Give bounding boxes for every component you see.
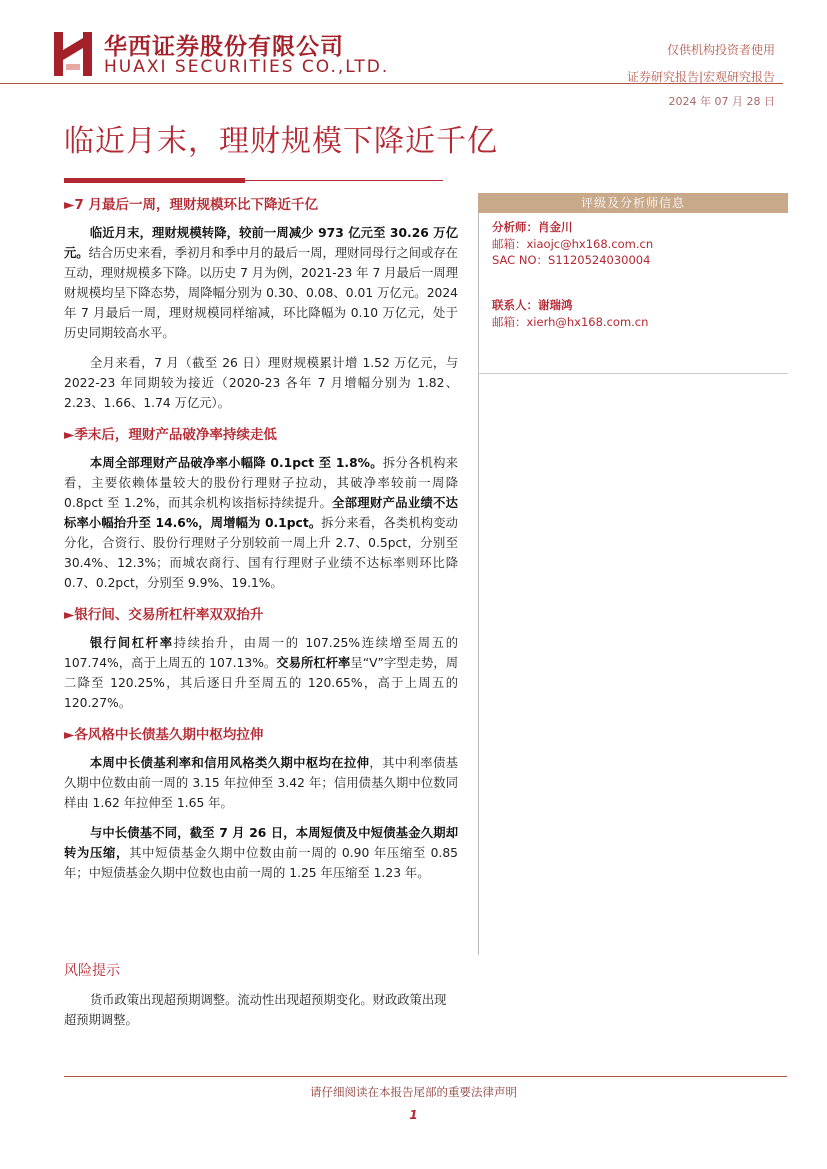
paragraph-text: 全月来看，7 月（截至 26 日）理财规模累计增 1.52 万亿元，与 2022-23 年同期较为接近（2020-23 各年 7 月增幅分别为 1.82、2.23、1.66、1.74 万亿元）。 xyxy=(64,356,458,410)
paragraph-text: 其中短债基金久期中位数由前一周的 0.90 年压缩至 0.85 年；中短债基金久期中位数也由前一周的 1.25 年压缩至 1.23 年。 xyxy=(64,846,458,880)
section-heading: ►7 月最后一周，理财规模环比下降近千亿 xyxy=(64,197,318,213)
paragraph-text: 呈“V”字型走势，周二降至 120.25%，其后逐日升至周五的 120.65%，高于上周五的 120.27%。 xyxy=(64,656,458,710)
company-name-en: HUAXI SECURITIES CO.,LTD. xyxy=(104,57,390,77)
paragraph-bold: 交易所杠杆率 xyxy=(276,656,351,670)
section-heading: ►银行间、交易所杠杆率双双抬升 xyxy=(64,607,264,623)
paragraph xyxy=(64,353,458,413)
report-date: 2024 年 07 月 28 日 xyxy=(668,95,775,108)
section-heading: ►季末后，理财产品破净率持续走低 xyxy=(64,427,277,443)
paragraph-text: 拆分来看，各类机构变动分化，合资行、股份行理财子分别较前一周上升 2.7、0.5pct，分别至 30.4%、12.3%；而城农商行、国有行理财子业绩不达标率则环比降 0.7、0.2pct，分别至 9.9%、19.1%。 xyxy=(64,516,458,590)
company-logo-icon xyxy=(52,30,94,78)
footer-divider xyxy=(64,1076,787,1077)
paragraph-text: ，其中利率债基久期中位数由前一周的 3.15 年拉伸至 3.42 年；信用债基久期中位数同样由 1.62 年拉伸至 1.65 年。 xyxy=(64,756,458,810)
audience-tag: 仅供机构投资者使用 xyxy=(666,43,775,57)
page-title: 临近月末，理财规模下降近千亿 xyxy=(64,124,498,159)
analyst-name xyxy=(492,219,573,235)
risk-heading: 风险提示 xyxy=(64,963,120,979)
section-heading: ►各风格中长债基久期中枢均拉伸 xyxy=(64,727,264,743)
report-type-tag: 证券研究报告|宏观研究报告 xyxy=(626,70,775,84)
company-name-cn: 华西证券股份有限公司 xyxy=(104,34,344,60)
page-number: 1 xyxy=(409,1108,418,1122)
paragraph-bold: 临近月末，理财规模转降，较前一周减少 973 亿元至 30.26 万亿元。 xyxy=(64,226,458,260)
paragraph xyxy=(64,633,458,713)
main-content xyxy=(64,193,458,893)
paragraph-bold: 银行间杠杆率 xyxy=(89,636,174,650)
risk-text: 货币政策出现超预期调整。流动性出现超预期变化。财政政策出现超预期调整。 xyxy=(64,993,447,1027)
analyst-label: 分析师：肖金川 xyxy=(492,220,573,234)
paragraph-text: 结合历史来看，季初月和季中月的最后一周，理财同母行之间或存在互动，理财规模多下降。以历史 7 月为例，2021-23 年 7 月最后一周理财规模均呈下降态势，周降幅分别为 0.30、0.08、0.01 万亿元。2024 年 7 月最后一周，理财规模同样缩减，环比降幅为 0.10 万亿元，处于历史同期较高水平。 xyxy=(64,246,458,340)
paragraph xyxy=(64,453,458,593)
sidebar-heading: 评级及分析师信息 xyxy=(478,193,788,213)
paragraph-bold: 与中长债基不同，截至 7 月 26 日，本周短债及中短债基金久期却转为压缩， xyxy=(64,826,458,860)
header-divider xyxy=(0,83,783,84)
title-underline-accent xyxy=(64,178,245,183)
contact-name xyxy=(492,297,573,313)
contact-email[interactable]: 邮箱：xierh@hx168.com.cn xyxy=(492,315,649,329)
paragraph-text: 拆分各机构来看，主要依赖体量较大的股份行理财子拉动，其破净率较前一周降 0.8pct 至 1.2%，而其余机构该指标持续提升。 xyxy=(64,456,458,510)
contact-label: 联系人：谢瑞鸿 xyxy=(492,298,573,312)
paragraph xyxy=(64,753,458,813)
paragraph-bold: 本周全部理财产品破净率小幅降 0.1pct 至 1.8%。 xyxy=(89,456,383,470)
paragraph-bold: 本周中长债基利率和信用风格类久期中枢均在拉伸 xyxy=(89,756,370,770)
paragraph-text: 持续抬升，由周一的 107.25%连续增至周五的 107.74%，高于上周五的 107.13%。 xyxy=(64,636,458,670)
paragraph xyxy=(64,823,458,883)
legal-note: 请仔细阅读在本报告尾部的重要法律声明 xyxy=(310,1085,517,1099)
paragraph xyxy=(64,223,458,343)
analyst-email[interactable]: 邮箱：xiaojc@hx168.com.cn xyxy=(492,237,654,251)
analyst-sac: SAC NO：S1120524030004 xyxy=(492,253,651,267)
paragraph-bold: 全部理财产品业绩不达标率小幅抬升至 14.6%，周增幅为 0.1pct。 xyxy=(64,496,458,530)
title-underline xyxy=(245,180,443,181)
